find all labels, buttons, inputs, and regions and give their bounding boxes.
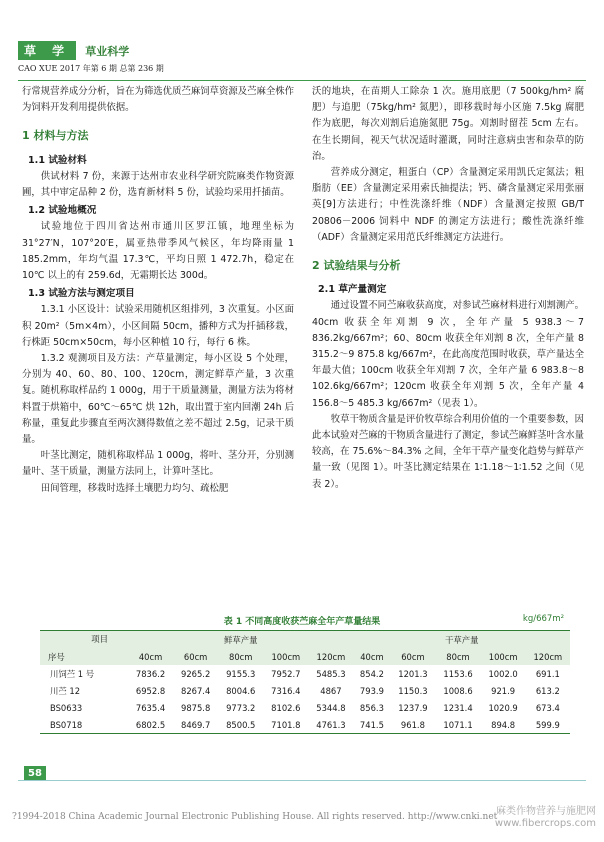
table-cell: 6952.8 — [135, 685, 166, 696]
table-cell: 1020.9 — [488, 702, 518, 713]
table-cell: 7635.4 — [135, 702, 166, 713]
paragraph: 供试材料 7 份，来源于达州市农业科学研究院麻类作物资源圃，其中审定品种 2 份，选育新材料 5 份，试验均采用扦插苗。 — [22, 170, 294, 199]
left-column — [22, 84, 294, 497]
stub-top-label: 项目 — [91, 634, 108, 644]
column-header: 40cm — [128, 648, 173, 665]
column-header: 120cm — [526, 648, 570, 665]
paragraph: 沃的地块，在苗期人工除杂 1 次。施用底肥（7 500kg/hm² 腐肥）与追肥（75kg/hm² 氮肥），即移栽时每小区施 7.5kg 腐肥作为底肥，每次刈割后追施氮肥 75g。刈割时留茬 5cm 左右。在生长期间，视天气状况适时灌溉，同时注意病虫害和杂草的防治。 — [312, 86, 584, 162]
stub-bottom-label: 序号 — [48, 652, 65, 662]
column-header: 80cm — [218, 648, 263, 665]
table-cell: 894.8 — [481, 716, 526, 734]
table-cell: 5485.3 — [316, 668, 346, 679]
footer-divider — [18, 780, 586, 781]
table-row — [40, 699, 570, 716]
table-row — [40, 665, 570, 682]
page-number: 58 — [24, 766, 46, 781]
table-cell: 1237.9 — [398, 702, 428, 713]
table-cell: 673.4 — [535, 702, 560, 713]
watermark-line: www.fibercrops.com — [494, 818, 596, 829]
table-cell: 691.1 — [535, 668, 560, 679]
table-cell: 1201.3 — [398, 668, 428, 679]
table-cell: 9875.8 — [180, 702, 211, 713]
table-cell: 6802.5 — [128, 716, 173, 734]
table-cell: 8004.6 — [226, 685, 256, 696]
paragraph: 通过设置不同苎麻收获高度，对参试苎麻材料进行刈割测产。40cm 收获全年刈割 9 次，全年产量 5 938.3～7 836.2kg/667m²；60、80cm 收获全年刈割 8 次，全年产量 8 315.2～9 875.8 kg/667m²，在此高度范围时收获，草产量达全年最大值；100cm 收获全年刈割 7 次，全年产量 6 983.8～8 102.6kg/667m²；120cm 收获全年刈割 5 次，全年产量 4 156.8～5 485.3 kg/667m²（见表 1）。 — [312, 300, 584, 409]
column-header: 100cm — [481, 648, 526, 665]
subsection-heading: 1.1 试验材料 — [28, 154, 87, 166]
table-caption: 表 1 不同高度收获苎麻全年产草量结果 — [223, 617, 381, 627]
table-cell: 8469.7 — [173, 716, 218, 734]
table-cell: 9265.2 — [180, 668, 211, 679]
column-header: 40cm — [353, 648, 390, 665]
issue-line: CAO XUE 2017 年第 6 期 总第 236 期 — [18, 64, 164, 73]
row-label: 川苎 12 — [50, 685, 81, 696]
group-header-fresh: 鲜草产量 — [128, 631, 353, 649]
table-cell: 5344.8 — [316, 702, 346, 713]
table-cell: 9155.3 — [226, 668, 256, 679]
header-divider — [18, 80, 586, 81]
table-cell: 1002.0 — [488, 668, 518, 679]
subsection-heading: 2.1 草产量测定 — [318, 284, 387, 296]
table-unit: kg/667m² — [522, 614, 564, 624]
table-cell: 9773.2 — [226, 702, 256, 713]
table-cell: 8267.4 — [180, 685, 211, 696]
table-cell: 613.2 — [535, 685, 560, 696]
journal-brand: 草 学 — [18, 41, 76, 60]
table-cell: 4867 — [320, 685, 342, 696]
journal-header — [18, 40, 164, 74]
table-cell: 7836.2 — [135, 668, 166, 679]
table-cell: 7101.8 — [263, 716, 308, 734]
column-header: 60cm — [390, 648, 435, 665]
row-label: 川饲苎 1 号 — [50, 668, 95, 679]
paragraph: 行常规营养成分分析，旨在为筛选优质苎麻饲草资源及苎麻全株作为饲料开发利用提供依据。 — [22, 86, 294, 114]
section-heading: 2 试验结果与分析 — [312, 259, 401, 273]
yield-table — [40, 630, 570, 734]
copyright-footer: ?1994-2018 China Academic Journal Electronic Publishing House. All rights reserved. http://www.cnki.net — [12, 812, 498, 822]
table-cell: 741.5 — [353, 716, 390, 734]
table-cell: 854.2 — [359, 668, 384, 679]
table-cell: 961.8 — [390, 716, 435, 734]
column-header: 60cm — [173, 648, 218, 665]
section-heading: 1 材料与方法 — [22, 129, 89, 143]
subsection-heading: 1.3 试验方法与测定项目 — [28, 288, 135, 300]
paragraph: 牧草干物质含量是评价牧草综合利用价值的一个重要参数，因此本试验对苎麻的干物质含量进行了测定，参试苎麻鲜茎叶含水量较高，在 75.6%～84.3% 之间，全年干草产量变化趋势与鲜草产量一致（见图 1）。叶茎比测定结果在 1∶1.18～1∶1.52 之间（见表 2）。 — [312, 413, 584, 490]
table-cell: 856.3 — [359, 702, 384, 713]
group-header-dry: 干草产量 — [353, 631, 570, 649]
paragraph: 营养成分测定，粗蛋白（CP）含量测定采用凯氏定氮法；粗脂肪（EE）含量测定采用索氏抽提法；钙、磷含量测定采用张丽英[9]方法进行；中性洗涤纤维（NDF）含量测定按照 GB/T 20806－2006 饲料中 NDF 的测定方法进行；酸性洗涤纤维（ADF）含量测定采用范氏纤维测定方法进行。 — [312, 167, 584, 243]
table-cell: 921.9 — [491, 685, 516, 696]
table-row — [40, 682, 570, 699]
table-cell: 7952.7 — [271, 668, 301, 679]
table-cell: 1153.6 — [443, 668, 473, 679]
right-column — [312, 84, 584, 493]
paragraph: 1.3.1 小区设计：试验采用随机区组排列，3 次重复。小区面积 20m²（5m×4m），小区间隔 50cm，播种方式为扦插移栽，行株距 50cm×50cm，每小区种植 10 行，每行 6 株。 — [22, 304, 294, 348]
column-header: 80cm — [435, 648, 480, 665]
subsection-heading: 1.2 试验地概况 — [28, 205, 97, 217]
row-label: BS0633 — [50, 702, 83, 713]
watermark-line: 麻类作物营养与施肥网 — [496, 806, 596, 817]
table-cell: 4761.3 — [308, 716, 353, 734]
table-cell: 599.9 — [526, 716, 570, 734]
table-cell: 8102.6 — [271, 702, 301, 713]
watermark — [495, 806, 596, 830]
row-label: BS0718 — [40, 716, 128, 734]
column-header: 100cm — [263, 648, 308, 665]
paragraph: 1.3.2 观测项目及方法：产草量测定，每小区设 5 个处理，分别为 40、60、80、100、120cm，测定鲜草产量，3 次重复。随机称取样品约 1 000g，用于干质量测量，测量方法为将材料置于烘箱中，60℃～65℃ 烘 12h，取出置于室内回潮 24h 后称量，重复此步骤直至两次测得数值之差不超过 2.5g，记录干质量。 — [22, 353, 294, 446]
table-cell: 793.9 — [359, 685, 384, 696]
table-cell: 1008.6 — [443, 685, 473, 696]
table-cell: 7316.4 — [271, 685, 301, 696]
journal-title: 草业科学 — [85, 45, 130, 58]
table-stub-header — [40, 631, 128, 666]
paragraph: 叶茎比测定，随机称取样品 1 000g，将叶、茎分开，分别测量叶、茎干质量，测量方法同上，计算叶茎比。 — [22, 450, 294, 478]
column-header: 120cm — [308, 648, 353, 665]
table-cell: 1231.4 — [443, 702, 473, 713]
table-cell: 8500.5 — [218, 716, 263, 734]
paragraph: 田间管理，移栽时选择土壤肥力均匀、疏松肥 — [40, 482, 229, 494]
table-cell: 1071.1 — [435, 716, 480, 734]
paragraph: 试验地位于四川省达州市通川区罗江镇，地理坐标为 31°27′N，107°20′E，属亚热带季风气候区，年均降雨量 1 185.2mm，年均气温 17.3℃，平均日照 1 472.7h，稳定在 10℃ 以上的有 259.6d，无霜期长达 300d。 — [22, 221, 294, 282]
table-cell: 1150.3 — [398, 685, 428, 696]
table-row — [40, 716, 570, 734]
